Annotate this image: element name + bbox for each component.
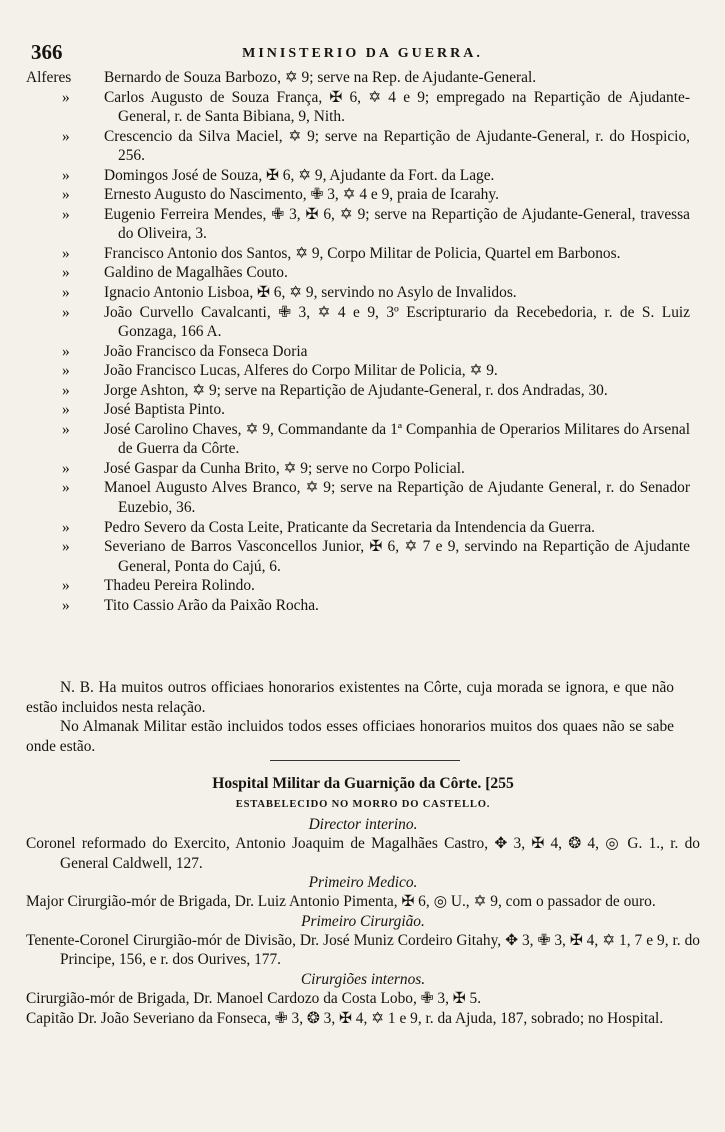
rank-label: » <box>62 284 70 302</box>
rank-label: » <box>62 88 70 106</box>
section-divider <box>270 760 460 761</box>
officer-text: João Francisco da Fonseca Doria <box>104 342 308 360</box>
officer-text: José Gaspar da Cunha Brito, ✡ 9; serve no Corpo Policial. <box>104 459 465 477</box>
hospital-section <box>26 773 700 1028</box>
rank-label: » <box>62 420 70 438</box>
rank-label: » <box>62 401 70 419</box>
staff-role-heading: Primeiro Medico. <box>308 874 418 892</box>
officer-entry <box>26 381 690 401</box>
almanak-note: No Almanak Militar estão incluidos todos esses officiaes honorarios muitos dos quaes não se sabe onde estão. <box>26 718 674 755</box>
staff-entry: Capitão Dr. João Severiano da Fonseca, ✙ 3, ❂ 3, ✠ 4, ✡ 1 e 9, r. da Ajuda, 187, sobrado; no Hospital. <box>26 1009 664 1027</box>
officer-entry <box>26 576 690 596</box>
officer-text: Francisco Antonio dos Santos, ✡ 9, Corpo Militar de Policia, Quartel em Barbonos. <box>104 244 621 262</box>
staff-role-heading: Director interino. <box>308 816 418 833</box>
rank-label: » <box>62 479 70 497</box>
officer-text: Crescencio da Silva Maciel, ✡ 9; serve na Repartição de Ajudante-General, r. do Hospicio, 256. <box>104 127 690 165</box>
rank-label: » <box>62 205 70 223</box>
officer-entry <box>26 68 690 88</box>
rank-label: » <box>62 342 70 360</box>
officer-text: Jorge Ashton, ✡ 9; serve na Repartição de Ajudante-General, r. dos Andradas, 30. <box>104 381 608 399</box>
officer-text: Carlos Augusto de Souza França, ✠ 6, ✡ 4 e 9; empregado na Repartição de Ajudante-General, r. de Santa Bibiana, 9, Nith. <box>104 88 690 126</box>
officer-entry <box>26 342 690 362</box>
officer-text: Eugenio Ferreira Mendes, ✙ 3, ✠ 6, ✡ 9; serve na Repartição de Ajudante-General, travessa do Oliveira, 3. <box>104 205 690 243</box>
officer-text: José Carolino Chaves, ✡ 9, Commandante da 1ª Companhia de Operarios Militares do Arsenal de Guerra da Côrte. <box>104 420 690 458</box>
officer-entry <box>26 518 690 538</box>
rank-label: » <box>62 577 70 595</box>
rank-label: Alferes <box>26 69 72 86</box>
officer-text: Tito Cassio Arão da Paixão Rocha. <box>104 596 319 614</box>
officer-entry <box>26 478 690 517</box>
officer-text: João Francisco Lucas, Alferes do Corpo Militar de Policia, ✡ 9. <box>104 362 498 380</box>
officer-entry <box>26 205 690 244</box>
rank-label: » <box>62 459 70 477</box>
rank-label: » <box>62 381 70 399</box>
rank-label: » <box>62 538 70 556</box>
hospital-subtitle: ESTABELECIDO NO MORRO DO CASTELLO. <box>235 799 491 810</box>
officer-text: Manoel Augusto Alves Branco, ✡ 9; serve na Repartição de Ajudante General, r. do Senador Euzebio, 36. <box>104 479 690 517</box>
rank-label: » <box>62 596 70 614</box>
officer-entry <box>26 127 690 166</box>
officer-text: Thadeu Pereira Rolindo. <box>104 577 255 595</box>
page-number: 366 <box>31 40 63 64</box>
rank-label: » <box>62 186 70 204</box>
officer-entry <box>26 185 690 205</box>
running-title: MINISTERIO DA GUERRA. <box>242 46 483 61</box>
officer-entry <box>26 303 690 342</box>
page-header <box>0 40 725 68</box>
officer-text: Ignacio Antonio Lisboa, ✠ 6, ✡ 9, servindo no Asylo de Invalidos. <box>104 284 517 302</box>
staff-entry: Major Cirurgião-mór de Brigada, Dr. Luiz Antonio Pimenta, ✠ 6, ◎ U., ✡ 9, com o passador de ouro. <box>26 893 656 911</box>
officer-entry <box>26 596 690 616</box>
staff-entry: Tenente-Coronel Cirurgião-mór de Divisão, Dr. José Muniz Cordeiro Gitahy, ✥ 3, ✙ 3, ✠ 4, ✡ 1, 7 e 9, r. do Principe, 156, e r. dos Ourives, 177. <box>26 931 700 969</box>
officer-text: José Baptista Pinto. <box>104 401 225 419</box>
officer-entry <box>26 400 690 420</box>
officer-entry <box>26 166 690 186</box>
rank-label: » <box>62 362 70 380</box>
rank-label: » <box>62 264 70 282</box>
staff-entry: Cirurgião-mór de Brigada, Dr. Manoel Cardozo da Costa Lobo, ✙ 3, ✠ 5. <box>26 989 482 1007</box>
officer-entry <box>26 244 690 264</box>
officer-text: Pedro Severo da Costa Leite, Praticante da Secretaria da Intendencia da Guerra. <box>104 518 595 536</box>
officer-entry <box>26 88 690 127</box>
officer-text: Ernesto Augusto do Nascimento, ✙ 3, ✡ 4 e 9, praia de Icarahy. <box>104 186 499 204</box>
staff-entry: Coronel reformado do Exercito, Antonio Joaquim de Magalhães Castro, ✥ 3, ✠ 4, ❂ 4, ◎ G. 1., r. do General Caldwell, 127. <box>26 835 700 872</box>
staff-role-heading: Primeiro Cirurgião. <box>301 912 425 930</box>
officer-entry <box>26 537 690 576</box>
nota-bene <box>26 678 674 756</box>
officer-text: Galdino de Magalhães Couto. <box>104 264 288 282</box>
rank-label: » <box>62 127 70 145</box>
nb-note: N. B. Ha muitos outros officiaes honorarios existentes na Côrte, cuja morada se ignora, e que não estão incluidos nesta relação. <box>26 679 674 716</box>
hospital-title: Hospital Militar da Guarnição da Côrte. [255 <box>212 775 514 792</box>
rank-label: » <box>62 244 70 262</box>
staff-role-heading: Cirurgiões internos. <box>300 970 426 988</box>
rank-label: » <box>62 303 70 321</box>
officer-entry <box>26 263 690 283</box>
officer-entry <box>26 420 690 459</box>
officer-entry <box>26 459 690 479</box>
officer-text: Bernardo de Souza Barbozo, ✡ 9; serve na Rep. de Ajudante-General. <box>104 69 537 86</box>
rank-label: » <box>62 518 70 536</box>
rank-label: » <box>62 166 70 184</box>
officer-text: Domingos José de Souza, ✠ 6, ✡ 9, Ajudante da Fort. da Lage. <box>104 166 495 184</box>
alferes-list <box>26 68 690 615</box>
officer-entry <box>26 361 690 381</box>
officer-text: Severiano de Barros Vasconcellos Junior, ✠ 6, ✡ 7 e 9, servindo na Repartição de Ajudante General, Ponta do Cajú, 6. <box>104 538 690 575</box>
officer-text: João Curvello Cavalcanti, ✙ 3, ✡ 4 e 9, 3º Escripturario da Recebedoria, r. de S. Luiz Gonzaga, 166 A. <box>104 303 690 341</box>
officer-entry <box>26 283 690 303</box>
